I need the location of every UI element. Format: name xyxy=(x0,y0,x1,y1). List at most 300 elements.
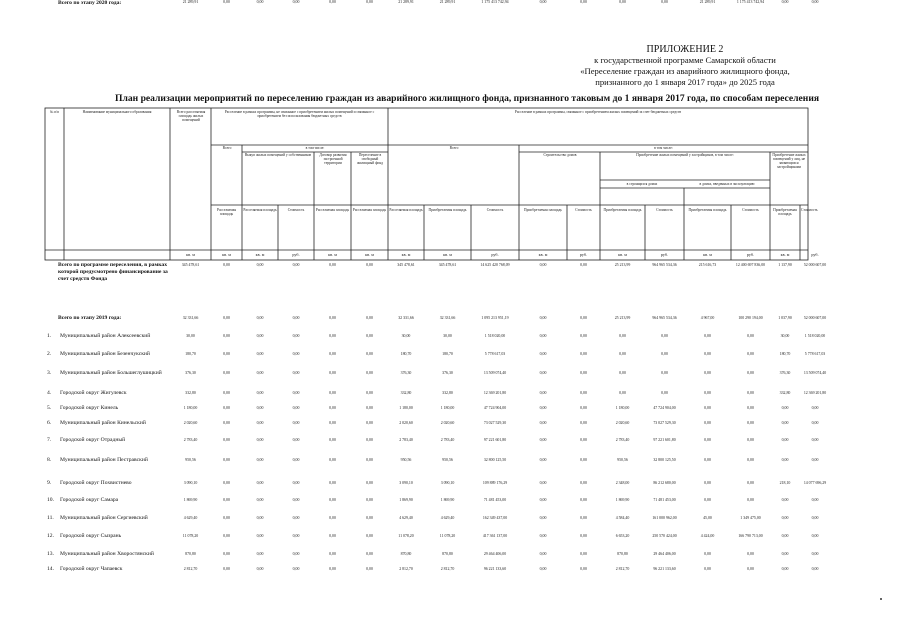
cell-value: 950,56 xyxy=(185,458,196,462)
cell-value: 1 180,00 xyxy=(615,406,630,410)
cell-value: 0,00 xyxy=(329,334,336,338)
sub-dogovor-ras: Расселяемая площадь xyxy=(315,208,350,212)
cell-value: 0,00 xyxy=(539,352,547,356)
cell-value: 0,00 xyxy=(580,263,587,267)
cell-value: 0,00 xyxy=(619,0,626,4)
row-number: 13. xyxy=(47,551,54,557)
sub-lic-priobr: Приобретаемая площадь xyxy=(773,208,797,217)
cell-value: 0,00 xyxy=(256,334,264,338)
document-title: План реализации мероприятий по переселению граждан из аварийного жилищного фонда, признанного таковым до 1 января 2017 года, по способам переселения xyxy=(115,93,820,104)
cell-value: 0,00 xyxy=(539,481,547,485)
cell-value: 0,00 xyxy=(539,552,547,556)
cell-value: 2 020,60 xyxy=(440,421,455,425)
cell-value: 0,00 xyxy=(366,406,373,410)
cell-value: 0,00 xyxy=(366,552,373,556)
cell-value: 4 629,40 xyxy=(399,516,413,520)
cell-value: 12 369 201,80 xyxy=(803,391,827,395)
cell-value: 0,00 xyxy=(223,534,230,538)
row-number: 14. xyxy=(47,566,54,572)
sub-stroit-priobr: Приобретаемая площадь xyxy=(524,208,562,212)
cell-value: 0,00 xyxy=(580,458,587,462)
cell-value: 870,80 xyxy=(400,552,412,556)
cell-value: 86 212 680,00 xyxy=(653,481,676,485)
cell-value: 0,00 xyxy=(223,334,230,338)
cell-value: 0,00 xyxy=(539,334,547,338)
cell-value: 332,80 xyxy=(400,391,412,395)
cell-value: 0,00 xyxy=(329,391,336,395)
header-priobr: Приобретение жилых помещений у застройщиков, в том числе: xyxy=(636,153,734,157)
cell-value: 964 965 534,36 xyxy=(652,263,677,267)
cell-value: 0,00 xyxy=(366,263,373,267)
cell-value: 0,00 xyxy=(539,406,547,410)
header-dogovor: Договор развития застроенной территории xyxy=(319,153,347,166)
cell-value: 0,00 xyxy=(329,263,336,267)
cell-value: 0,00 xyxy=(704,458,711,462)
sub-a-total-ras: Расселяемая площадь xyxy=(217,208,236,217)
cell-value: 870,80 xyxy=(442,552,453,556)
cell-value: 0,00 xyxy=(580,481,587,485)
header-a-vsego: Всего xyxy=(222,146,232,150)
unit-label: кв. м xyxy=(780,252,790,257)
unit-label: кв. м xyxy=(443,252,452,257)
cell-value: 0,00 xyxy=(704,352,711,356)
cell-value: 376,30 xyxy=(400,371,412,375)
cell-value: 1 869,90 xyxy=(440,498,455,502)
cell-value: 0,00 xyxy=(747,391,754,395)
cell-value: 0,00 xyxy=(292,567,300,571)
cell-value: 73 027 529,30 xyxy=(653,421,676,425)
cell-value: 2 783,40 xyxy=(440,438,455,442)
cell-value: 4 967,00 xyxy=(700,316,715,320)
row-number: 5. xyxy=(47,405,52,411)
cell-value: 0,00 xyxy=(539,391,547,395)
header-vykup: Выкуп жилых помещений у собственников xyxy=(244,153,312,157)
cell-value: 950,56 xyxy=(442,458,453,462)
unit-label: кв. м xyxy=(365,252,374,257)
cell-value: 0,00 xyxy=(329,552,336,556)
cell-value: 0,00 xyxy=(811,534,819,538)
cell-value: 0,00 xyxy=(619,334,626,338)
row-number: 2. xyxy=(47,351,52,357)
unit-label: руб. xyxy=(292,252,300,257)
cell-value: 0,00 xyxy=(329,516,336,520)
cell-value: 30,00 xyxy=(186,334,195,338)
cell-value: 0,00 xyxy=(580,316,587,320)
cell-value: 0,00 xyxy=(580,391,587,395)
unit-label: кв. м xyxy=(401,252,411,257)
header-priobr-lic: Приобретение жилых помещений у лиц, не являющихся застройщиками xyxy=(772,153,806,170)
unit-label: кв. м xyxy=(618,252,627,257)
cell-value: 0,00 xyxy=(704,552,711,556)
cell-value: 0,00 xyxy=(223,391,230,395)
row-number: 6. xyxy=(47,420,52,426)
cell-value: 0,00 xyxy=(747,421,754,425)
cell-value: 250 570 424,00 xyxy=(652,534,677,538)
cell-value: 97 221 601,80 xyxy=(483,438,507,442)
cell-value: 0,00 xyxy=(580,552,587,556)
cell-value: 0,00 xyxy=(329,0,336,4)
cell-value: 0,00 xyxy=(223,371,230,375)
cell-value: 0,00 xyxy=(619,371,626,375)
row-number: 10. xyxy=(47,497,54,503)
cell-value: 0,00 xyxy=(539,458,547,462)
cell-value: 0,00 xyxy=(329,438,336,442)
cell-value: 1 175 413 742,94 xyxy=(481,0,509,4)
cell-value: 0,00 xyxy=(366,438,373,442)
cell-value: 30,00 xyxy=(443,334,452,338)
cell-value: 1 180,00 xyxy=(183,406,198,410)
cell-value: 21 289,91 xyxy=(182,0,199,4)
cell-value: 1 349 475,00 xyxy=(740,516,761,520)
cell-value: 0,00 xyxy=(292,0,300,4)
cell-value: 0,00 xyxy=(747,352,754,356)
cell-value: 0,00 xyxy=(781,458,789,462)
cell-value: 0,00 xyxy=(580,352,587,356)
sub-b-ras: Расселяемая площадь xyxy=(389,208,423,212)
cell-value: 180,70 xyxy=(442,352,453,356)
row-name: Муниципальный район Большеглушицкий xyxy=(60,370,162,376)
cell-value: 0,00 xyxy=(704,481,711,485)
cell-value: 870,80 xyxy=(617,552,628,556)
cell-value: 5 778 617,03 xyxy=(804,352,826,356)
cell-value: 0,00 xyxy=(329,316,336,320)
row-name: Муниципальный район Безенчукский xyxy=(60,351,150,357)
cell-value: 0,00 xyxy=(329,534,336,538)
cell-value: 4 629,40 xyxy=(183,516,198,520)
cell-value: 0,00 xyxy=(781,498,789,502)
cell-value: 0,00 xyxy=(580,421,587,425)
cell-value: 1 175 413 742,94 xyxy=(736,0,765,4)
cell-value: 0,00 xyxy=(292,498,300,502)
row-name: Муниципальный район Кинельский xyxy=(60,420,146,426)
sub-stroit-stoim: Стоимость xyxy=(575,208,592,212)
cell-value: 0,00 xyxy=(811,552,819,556)
cell-value: 1 180,00 xyxy=(440,406,455,410)
sub-vstroy-stoim: Стоимость xyxy=(656,208,673,212)
cell-value: 0,00 xyxy=(781,406,789,410)
cell-value: 870,80 xyxy=(185,552,196,556)
cell-value: 0,00 xyxy=(256,371,264,375)
appendix-line-1: к государственной программе Самарской области xyxy=(594,55,776,65)
row-name: Муниципальный район Сергиевский xyxy=(60,515,148,521)
unit-label: кв. м xyxy=(186,252,195,257)
header-stroit: Строительство домов xyxy=(543,153,577,157)
cell-value: 345 478,61 xyxy=(438,263,457,267)
header-b-vtch: в том числе: xyxy=(654,146,673,150)
cell-value: 0,00 xyxy=(292,438,300,442)
cell-value: 3 090,10 xyxy=(183,481,198,485)
cell-value: 0,00 xyxy=(704,421,711,425)
cell-value: 345 478,61 xyxy=(181,263,200,267)
cell-value: 0,00 xyxy=(366,481,373,485)
cell-value: 0,00 xyxy=(256,421,264,425)
cell-value: 0,00 xyxy=(366,352,373,356)
cell-value: 14 077 696,29 xyxy=(803,481,827,485)
cell-value: 0,00 xyxy=(580,498,587,502)
cell-value: 0,00 xyxy=(539,0,547,4)
cell-value: 32 331,66 xyxy=(439,316,456,320)
cell-value: 1 095 213 951,19 xyxy=(481,316,509,320)
cell-value: 0,00 xyxy=(747,498,754,502)
cell-value: 0,00 xyxy=(747,406,754,410)
cell-value: 0,00 xyxy=(747,458,754,462)
sub-lic-stoim: Стоимость xyxy=(801,208,818,212)
cell-value: 0,00 xyxy=(366,316,373,320)
row-name: Муниципальный район Пестравский xyxy=(60,457,148,463)
cell-value: 0,00 xyxy=(661,352,668,356)
cell-value: 21 289,91 xyxy=(699,0,716,4)
cell-value: 0,00 xyxy=(366,421,373,425)
cell-value: 0,00 xyxy=(781,552,789,556)
cell-value: 11 078,20 xyxy=(439,534,456,538)
unit-label: кв. м xyxy=(538,252,548,257)
cell-value: 4 584,40 xyxy=(615,516,630,520)
row-number: 4. xyxy=(47,390,52,396)
cell-value: 0,00 xyxy=(781,534,789,538)
cell-value: 0,00 xyxy=(539,498,547,502)
cell-value: 2 812,70 xyxy=(399,567,413,571)
row-name: Городской округ Сызрань xyxy=(60,533,122,539)
cell-value: 0,00 xyxy=(292,334,300,338)
cell-value: 0,00 xyxy=(747,552,754,556)
cell-value: 0,00 xyxy=(223,263,230,267)
cell-value: 0,00 xyxy=(256,316,264,320)
cell-value: 97 221 601,80 xyxy=(653,438,676,442)
cell-value: 0,00 xyxy=(223,458,230,462)
cell-value: 0,00 xyxy=(747,371,754,375)
cell-value: 0,00 xyxy=(256,406,264,410)
header-a-vtch: в том числе: xyxy=(305,146,325,150)
cell-value: 2 020,60 xyxy=(183,421,198,425)
cell-value: 2 783,40 xyxy=(183,438,198,442)
cell-value: 0,00 xyxy=(580,516,587,520)
row-number: 8. xyxy=(47,457,52,463)
cell-value: 6 653,20 xyxy=(615,534,630,538)
cell-value: 30,00 xyxy=(780,334,790,338)
cell-value: 0,00 xyxy=(539,421,547,425)
cell-value: 71 481 453,00 xyxy=(653,498,676,502)
cell-value: 2 020,60 xyxy=(399,421,413,425)
cell-value: 11 078,20 xyxy=(182,534,199,538)
cell-value: 0,00 xyxy=(811,498,819,502)
unit-label: кв. м xyxy=(222,252,231,257)
cell-value: 0,00 xyxy=(366,334,373,338)
cell-value: 376,30 xyxy=(185,371,196,375)
cell-value: 25 213,99 xyxy=(614,316,631,320)
cell-value: 0,00 xyxy=(366,391,373,395)
cell-value: 1 869,90 xyxy=(399,498,413,502)
cell-value: 0,00 xyxy=(256,458,264,462)
cell-value: 345 478,61 xyxy=(397,263,415,267)
row-name: Городской округ Отрадный xyxy=(60,437,126,443)
cell-value: 180,70 xyxy=(400,352,412,356)
header-group-a: Расселение в рамках программы, не связанное с приобретением жилых помещений и связанное с приобретением без использования бюджетных средств xyxy=(224,110,375,119)
unit-label: кв. м xyxy=(703,252,712,257)
row-number: 12. xyxy=(47,533,54,539)
cell-value: 0,00 xyxy=(223,438,230,442)
cell-value: 0,00 xyxy=(811,421,819,425)
cell-value: 0,00 xyxy=(223,516,230,520)
cell-value: 3 090,10 xyxy=(440,481,455,485)
cell-value: 0,00 xyxy=(256,0,264,4)
unit-label: руб. xyxy=(491,252,499,257)
cell-value: 4 629,40 xyxy=(440,516,455,520)
cell-value: 109 889 176,29 xyxy=(482,481,508,485)
cell-value: 0,00 xyxy=(223,567,230,571)
cell-value: 21 289,91 xyxy=(439,0,456,4)
cell-value: 0,00 xyxy=(223,316,230,320)
row-number: 9. xyxy=(47,480,52,486)
cell-value: 0,00 xyxy=(704,567,711,571)
cell-value: 1 518 020,00 xyxy=(484,334,506,338)
cell-value: 0,00 xyxy=(292,371,300,375)
cell-value: 0,00 xyxy=(580,438,587,442)
sub-vykup-stoim: Стоимость xyxy=(287,208,305,212)
cell-value: 376,30 xyxy=(779,371,791,375)
cell-value: 0,00 xyxy=(747,334,754,338)
cell-value: 11 078,20 xyxy=(398,534,414,538)
cell-value: 0,00 xyxy=(580,0,587,4)
cell-value: 0,00 xyxy=(223,552,230,556)
cell-value: 0,00 xyxy=(292,534,300,538)
cell-value: 0,00 xyxy=(256,498,264,502)
unit-label: кв. м xyxy=(328,252,337,257)
cell-value: 0,00 xyxy=(704,371,711,375)
cell-value: 32 800 125,50 xyxy=(653,458,676,462)
cell-value: 0,00 xyxy=(292,316,300,320)
row-name: Городской округ Жигулевск xyxy=(60,390,127,396)
cell-value: 0,00 xyxy=(781,438,789,442)
cell-value: 73 027 529,30 xyxy=(483,421,507,425)
cell-value: 12 369 201,80 xyxy=(483,391,507,395)
header-svobod: Переселение в свободный жилищный фонд xyxy=(357,153,383,166)
cell-value: 52 000 607,00 xyxy=(803,316,827,320)
cell-value: 0,00 xyxy=(223,421,230,425)
cell-value: 0,00 xyxy=(661,371,668,375)
cell-value: 0,00 xyxy=(256,263,264,267)
cell-value: 0,00 xyxy=(619,391,626,395)
cell-value: 0,00 xyxy=(661,391,668,395)
cell-value: 0,00 xyxy=(256,567,264,571)
cell-value: 0,00 xyxy=(292,263,300,267)
row-number: 11. xyxy=(47,515,54,521)
cell-value: 950,56 xyxy=(400,458,412,462)
cell-value: 96 221 133,60 xyxy=(653,567,676,571)
header-total-area: Всего расселяемая площадь жилых помещений xyxy=(176,110,206,123)
cell-value: 0,00 xyxy=(292,352,300,356)
header-b-vsego: Всего xyxy=(449,146,459,150)
cell-value: 162 349 437,00 xyxy=(482,516,508,520)
cell-value: 2 812,70 xyxy=(183,567,198,571)
cell-value: 0,00 xyxy=(223,481,230,485)
cell-value: 180,70 xyxy=(779,352,791,356)
cell-value: 180,70 xyxy=(185,352,196,356)
cell-value: 21 289,91 xyxy=(398,0,414,4)
sub-vdomah-stoim: Стоимость xyxy=(742,208,759,212)
cell-value: 964 965 534,36 xyxy=(652,316,677,320)
cell-value: 0,00 xyxy=(661,0,668,4)
cell-value: 2 783,40 xyxy=(399,438,413,442)
cell-value: 0,00 xyxy=(781,421,789,425)
cell-value: 0,00 xyxy=(539,567,547,571)
sub-vdomah-priobr: Приобретаемая площадь xyxy=(688,208,727,212)
cell-value: 0,00 xyxy=(256,516,264,520)
cell-value: 0,00 xyxy=(781,516,789,520)
row-name: Муниципальный район Хворостянский xyxy=(60,551,154,557)
sub-vykup-ras: Расселяемая площадь xyxy=(243,208,277,212)
cell-value: 376,30 xyxy=(442,371,453,375)
cell-value: 0,00 xyxy=(811,438,819,442)
cell-value: 0,00 xyxy=(256,481,264,485)
cell-value: 0,00 xyxy=(292,516,300,520)
cell-value: 0,00 xyxy=(329,498,336,502)
cell-value: 0,00 xyxy=(256,391,264,395)
cell-value: 1 180,00 xyxy=(399,406,413,410)
cell-value: 0,00 xyxy=(580,534,587,538)
cell-value: 0,00 xyxy=(256,438,264,442)
cell-value: 2 812,70 xyxy=(440,567,455,571)
cell-value: 0,00 xyxy=(704,391,711,395)
cell-value: 0,00 xyxy=(781,567,789,571)
cell-value: 0,00 xyxy=(811,0,819,4)
cell-value: 0,00 xyxy=(580,567,587,571)
scan-speck xyxy=(880,598,882,600)
cell-value: 3 090,10 xyxy=(399,481,413,485)
cell-value: 0,00 xyxy=(580,371,587,375)
cell-value: 0,00 xyxy=(292,552,300,556)
cell-value: 1 137,90 xyxy=(778,263,792,267)
cell-value: 0,00 xyxy=(539,263,547,267)
cell-value: 0,00 xyxy=(223,406,230,410)
cell-value: 1 869,90 xyxy=(183,498,198,502)
cell-value: 0,00 xyxy=(811,458,819,462)
cell-value: 0,00 xyxy=(292,391,300,395)
cell-value: 30,00 xyxy=(401,334,411,338)
cell-value: 215 616,73 xyxy=(698,263,717,267)
cell-value: 0,00 xyxy=(704,406,711,410)
row-name: Городской округ Чапаевск xyxy=(60,566,123,572)
cell-value: 0,00 xyxy=(329,481,336,485)
cell-value: 47 724 904,00 xyxy=(483,406,507,410)
cell-value: 0,00 xyxy=(811,516,819,520)
cell-value: 14 625 420 768,09 xyxy=(480,263,510,267)
header-group-b: Расселение в рамках программы, связанное с приобретением жилых помещений за счет бюджетных средств xyxy=(514,110,682,114)
header-v-stroy: в строящихся домах xyxy=(626,182,658,186)
cell-value: 96 221 133,60 xyxy=(483,567,507,571)
cell-value: 71 481 453,00 xyxy=(483,498,507,502)
sub-svobod-ras: Расселяемая площадь xyxy=(352,208,387,212)
row-name: Муниципальный район Алексеевский xyxy=(60,333,151,339)
cell-value: 2 348,00 xyxy=(615,481,630,485)
unit-label: руб. xyxy=(660,252,669,257)
cell-value: 0,00 xyxy=(366,458,373,462)
cell-value: 0,00 xyxy=(704,498,711,502)
cell-value: 0,00 xyxy=(223,498,230,502)
cell-value: 0,00 xyxy=(704,334,711,338)
row-name: Городской округ Самара xyxy=(60,497,119,503)
cell-value: 0,00 xyxy=(329,458,336,462)
cell-value: 0,00 xyxy=(619,352,626,356)
header-v-domah: в домах, введенных в эксплуатацию xyxy=(699,182,755,186)
cell-value: 52 000 607,00 xyxy=(803,263,827,267)
cell-value: 0,00 xyxy=(366,498,373,502)
cell-value: 0,00 xyxy=(747,567,754,571)
cell-value: 12 400 697 836,00 xyxy=(735,263,766,267)
row-number: 3. xyxy=(47,370,52,376)
cell-value: 0,00 xyxy=(539,516,547,520)
cell-value: 0,00 xyxy=(704,438,711,442)
cell-value: 0,00 xyxy=(329,352,336,356)
